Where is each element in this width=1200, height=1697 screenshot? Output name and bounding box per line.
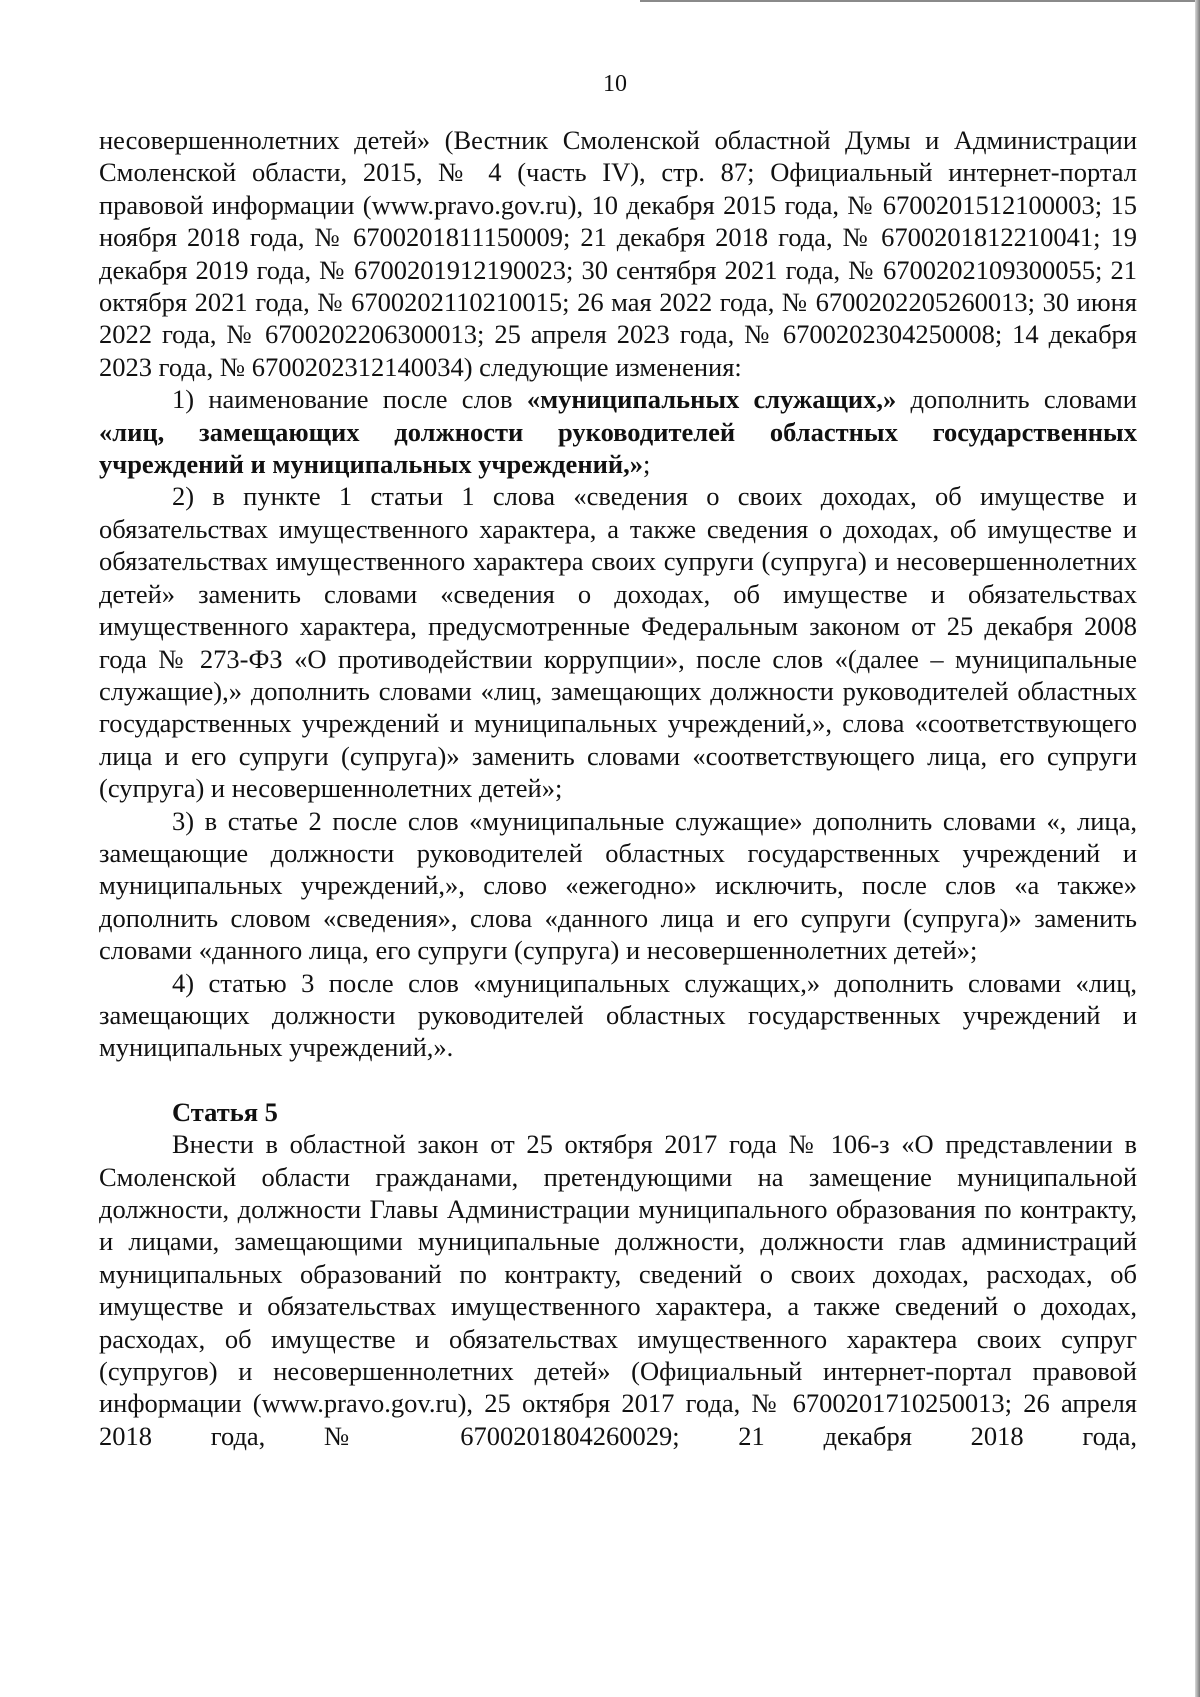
paragraph-article-5: Внести в областной закон от 25 октября 2017 года № 106-з «О представлении в Смоленской области гражданами, претендующими на замещение муниципальной должности, должности Главы Администрации муниципального образования по контракту, и лицами, замещающими муниципальные должности, должности глав администраций муниципальных образований по контракту, сведений о своих доходах, расходах, об имуществе и обязательствах имущественного характера, а также сведений о доходах, расходах, об имуществе и обязательствах имущественного характера своих супруг (супругов) и несовершеннолетних детей» (Официальный интернет-портал правовой информации (www.pravo.gov.ru), 25 октября 2017 года, № 6700201710250013; 26 апреля 2018 года, № 6700201804260029; 21 декабря 2018 года, bbox=[99, 1129, 1137, 1451]
scan-edge-top bbox=[640, 0, 1200, 2]
item-1-bold-phrase-2: «лиц, замещающих должности руководителей областных государственных учреждений и муниципальных учреждений,» bbox=[99, 416, 1137, 480]
page-number: 10 bbox=[603, 71, 627, 97]
item-1-text-end: ; bbox=[643, 449, 651, 480]
article-heading: Статья 5 bbox=[172, 1096, 278, 1127]
paragraph-item-3: 3) в статье 2 после слов «муниципальные служащие» дополнить словами «, лица, замещающие должности руководителей областных государственных учреждений и муниципальных учреждений,», слово «ежегодно» исключить, после слов «а также» дополнить словом «сведения», слова «данного лица и его супруги (супруга)» заменить словами «данного лица, его супруги (супруга) и несовершеннолетних детей»; bbox=[99, 805, 1137, 966]
item-1-text-start: 1) наименование после слов bbox=[172, 384, 527, 415]
paragraph-item-4: 4) статью 3 после слов «муниципальных служащих,» дополнить словами «лиц, замещающих должности руководителей областных государственных учреждений и муниципальных учреждений,». bbox=[99, 967, 1137, 1063]
document-body bbox=[99, 124, 1137, 1452]
paragraph-item-1 bbox=[99, 383, 1137, 480]
item-1-text-mid: дополнить словами bbox=[896, 384, 1137, 415]
paragraph-item-2: 2) в пункте 1 статьи 1 слова «сведения о своих доходах, об имуществе и обязательствах имущественного характера, а также сведения о доходах, об имуществе и обязательствах имущественного характера своих супруги (супруга) и несовершеннолетних детей» заменить словами «сведения о доходах, об имуществе и обязательствах имущественного характера, предусмотренные Федеральным законом от 25 декабря 2008 года № 273-ФЗ «О противодействии коррупции», после слов «(далее – муниципальные служащие),» дополнить словами «лиц, замещающих должности руководителей областных государственных учреждений и муниципальных учреждений,», слова «соответствующего лица и его супруги (супруга)» заменить словами «соответствующего лица, его супруги (супруга) и несовершеннолетних детей»; bbox=[99, 481, 1137, 804]
paragraph-continuation: несовершеннолетних детей» (Вестник Смоленской областной Думы и Администрации Смоленской области, 2015, № 4 (часть IV), стр. 87; Официальный интернет-портал правовой информации (www.pravo.gov.ru), 10 декабря 2015 года, № 6700201512100003; 15 ноября 2018 года, № 6700201811150009; 21 декабря 2018 года, № 6700201812210041; 19 декабря 2019 года, № 6700201912190023; 30 сентября 2021 года, № 6700202109300055; 21 октября 2021 года, № 6700202110210015; 26 мая 2022 года, № 6700202205260013; 30 июня 2022 года, № 6700202206300013; 25 апреля 2023 года, № 6700202304250008; 14 декабря 2023 года, № 6700202312140034) следующие изменения: bbox=[99, 125, 1137, 382]
scan-edge-right bbox=[1195, 0, 1200, 1697]
item-1-bold-phrase-1: «муниципальных служащих,» bbox=[526, 384, 897, 415]
